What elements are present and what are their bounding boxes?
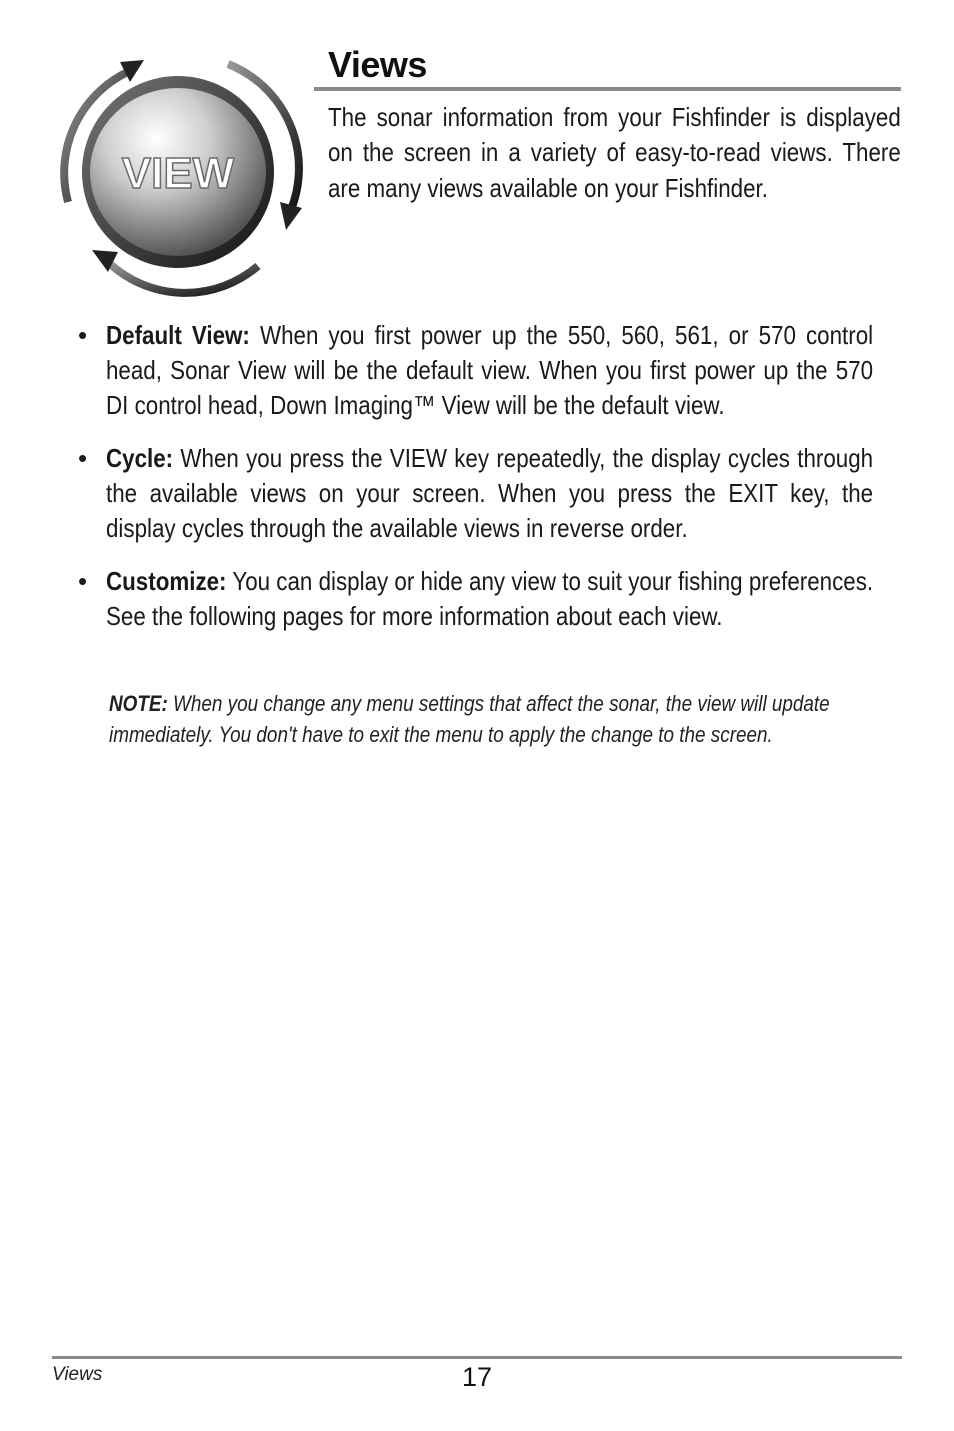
- note-text: When you change any menu settings that affect the sonar, the view will update immediately. You don't have to exit the menu to apply the change to the screen.: [109, 691, 830, 747]
- view-key-icon: [50, 52, 310, 302]
- footer-section-name: Views: [52, 1364, 103, 1385]
- bullet-term: Default View:: [106, 320, 250, 350]
- intro-paragraph: The sonar information from your Fishfinder is displayed on the screen in a variety of easy-to-read views. There are many views available on your Fishfinder.: [328, 102, 901, 203]
- bullet-description: When you first power up the 550, 560, 561, or 570 control head, Sonar View will be the default view. When you first power up the 570 DI control head, Down Imaging™ View will be the default view.: [106, 320, 874, 420]
- page-number: 17: [461, 1362, 493, 1392]
- list-item-customize: [78, 564, 874, 634]
- feature-list: [78, 318, 874, 652]
- bullet-description: When you press the VIEW key repeatedly, the display cycles through the available views on your screen. When you press the EXIT key, the display cycles through the available views in reverse order.: [106, 443, 874, 543]
- bullet-icon: •: [78, 443, 88, 473]
- bullet-description: You can display or hide any view to suit your fishing preferences. See the following pages for more information about each view.: [106, 566, 874, 631]
- bullet-term: Customize:: [106, 566, 227, 596]
- note-label: NOTE:: [109, 691, 168, 716]
- view-key-label: VIEW: [121, 149, 235, 198]
- title-divider: [314, 87, 901, 91]
- bullet-icon: •: [78, 320, 88, 350]
- list-item-default-view: [78, 318, 874, 423]
- bullet-term: Cycle:: [106, 443, 174, 473]
- list-item-cycle: [78, 441, 874, 546]
- note-paragraph: [109, 688, 890, 750]
- page-title: Views: [328, 44, 427, 85]
- footer-divider: [52, 1356, 902, 1359]
- bullet-icon: •: [78, 566, 88, 596]
